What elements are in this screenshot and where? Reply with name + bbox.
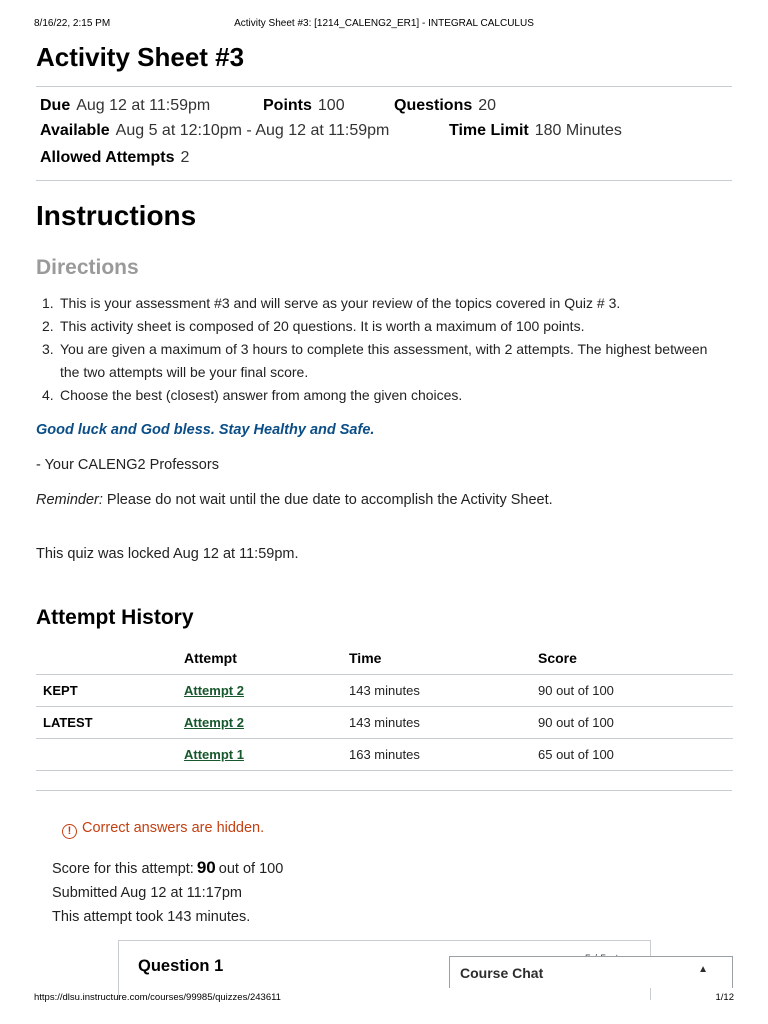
score-value: 90 [196,858,216,877]
alert-text: Correct answers are hidden. [82,820,265,836]
column-header-attempt: Attempt [184,642,349,674]
points-label: Points [263,97,312,114]
points-field [263,97,345,115]
course-chat-label: Course Chat [460,965,544,981]
professors-signature: - Your CALENG2 Professors [36,457,219,473]
page-url: https://dlsu.instructure.com/courses/99985/quizzes/243611 [34,992,281,1003]
quiz-locked-notice: This quiz was locked Aug 12 at 11:59pm. [36,546,299,562]
caret-up-icon[interactable]: ▲ [698,964,708,975]
directions-item-text: Choose the best (closest) answer from among the given choices. [60,387,463,403]
due-field [40,97,210,115]
table-header-row [36,642,733,674]
instructions-heading: Instructions [36,200,197,231]
available-label: Available [40,122,110,139]
directions-item [40,315,730,338]
divider [36,86,732,87]
directions-item-number: 3. [42,341,54,357]
table-row [36,706,733,738]
divider [36,790,732,791]
divider [36,180,732,181]
directions-list [40,292,730,407]
attempt-link[interactable]: Attempt 2 [184,714,244,730]
directions-heading: Directions [36,256,139,279]
due-value: Aug 12 at 11:59pm [76,97,211,114]
allowed-attempts-label: Allowed Attempts [40,149,175,166]
print-document-title: Activity Sheet #3: [1214_CALENG2_ER1] - INTEGRAL CALCULUS [234,18,534,29]
score-line [52,856,283,881]
directions-item-text: This is your assessment #3 and will serve as your review of the topics covered in Quiz # 3. [60,295,621,311]
column-header-time: Time [349,642,538,674]
attempt-status-label [36,738,184,770]
attempt-link[interactable]: Attempt 2 [184,682,244,698]
reminder-label: Reminder: [36,492,103,508]
column-header-label [36,642,184,674]
attempt-score: 65 out of 100 [538,738,733,770]
attempt-cell [184,706,349,738]
questions-label: Questions [394,97,473,114]
directions-item-number: 2. [42,318,54,334]
directions-item-number: 4. [42,387,54,403]
duration-line: This attempt took 143 minutes. [52,909,251,925]
directions-item [40,384,730,407]
print-header [34,18,734,32]
available-value: Aug 5 at 12:10pm - Aug 12 at 11:59pm [115,122,390,139]
reminder-body: Please do not wait until the due date to accomplish the Activity Sheet. [102,492,553,508]
attempt-history-table [36,642,733,771]
attempt-time: 163 minutes [349,738,538,770]
attempt-status-label: KEPT [36,674,184,706]
attempt-score-summary [52,856,283,929]
correct-answers-hidden-alert [62,820,264,839]
page-number: 1/12 [715,992,734,1003]
exclamation-circle-icon: ! [62,824,77,839]
page-title: Activity Sheet #3 [36,42,245,72]
column-header-score: Score [538,642,733,674]
attempt-score: 90 out of 100 [538,706,733,738]
questions-value: 20 [478,97,497,114]
score-suffix: out of 100 [218,861,284,877]
attempt-cell [184,738,349,770]
directions-item-text: This activity sheet is composed of 20 questions. It is worth a maximum of 100 points. [60,318,585,334]
directions-item-number: 1. [42,295,54,311]
reminder-text [36,492,553,508]
attempt-link[interactable]: Attempt 1 [184,746,244,762]
allowed-attempts-field [40,149,189,167]
table-row [36,674,733,706]
question-title: Question 1 [138,957,224,975]
directions-item [40,338,730,384]
directions-item [40,292,730,315]
attempt-score: 90 out of 100 [538,674,733,706]
print-footer [34,992,734,1006]
due-label: Due [40,97,71,114]
table-row [36,738,733,770]
time-limit-field [449,122,622,140]
points-value: 100 [317,97,345,114]
time-limit-value: 180 Minutes [534,122,622,139]
course-chat-widget[interactable] [449,956,733,988]
time-limit-label: Time Limit [449,122,529,139]
good-luck-message: Good luck and God bless. Stay Healthy and Safe. [36,422,375,438]
attempt-cell [184,674,349,706]
questions-field [394,97,496,115]
attempt-time: 143 minutes [349,706,538,738]
print-datetime: 8/16/22, 2:15 PM [34,18,111,29]
allowed-attempts-value: 2 [180,149,190,166]
attempt-time: 143 minutes [349,674,538,706]
attempt-status-label: LATEST [36,706,184,738]
submitted-line: Submitted Aug 12 at 11:17pm [52,885,242,901]
attempt-history-heading: Attempt History [36,606,194,629]
score-prefix: Score for this attempt: [52,861,194,877]
available-field [40,122,389,140]
directions-item-text: You are given a maximum of 3 hours to complete this assessment, with 2 attempts. The highest between the two attempts will be your final score. [60,341,708,380]
